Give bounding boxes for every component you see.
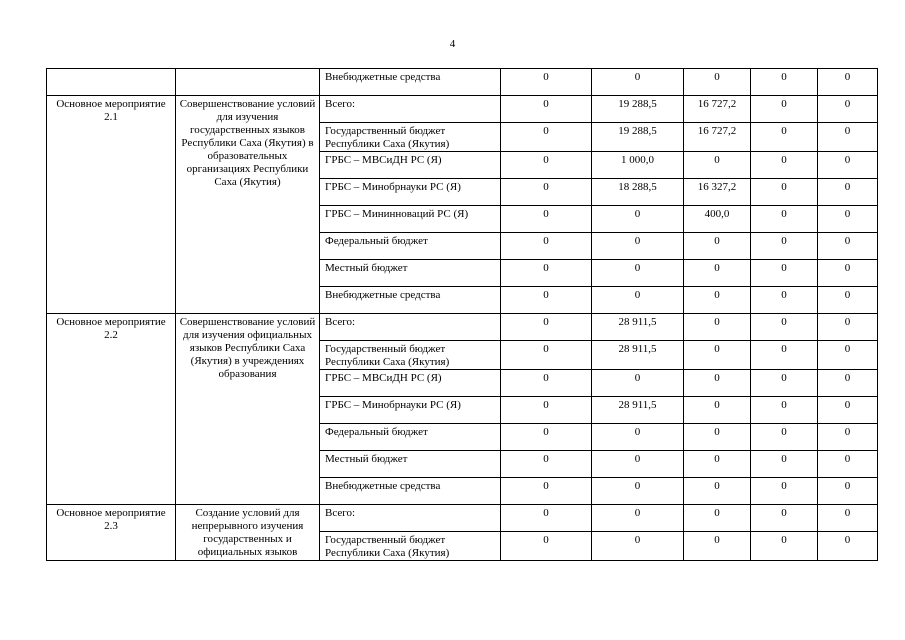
value-cell: 0	[751, 532, 818, 561]
value-cell: 0	[501, 424, 592, 451]
value-cell: 0	[501, 532, 592, 561]
value-cell: 0	[684, 397, 751, 424]
table-row	[47, 69, 878, 96]
value-cell: 16 727,2	[684, 96, 751, 123]
value-cell: 0	[751, 96, 818, 123]
funding-source-cell: Государственный бюджет Республики Саха (Якутия)	[320, 123, 501, 152]
value-cell: 0	[684, 341, 751, 370]
value-cell: 0	[818, 123, 878, 152]
value-cell: 0	[592, 287, 684, 314]
value-cell: 0	[818, 233, 878, 260]
funding-source-cell: Внебюджетные средства	[320, 287, 501, 314]
value-cell: 0	[818, 341, 878, 370]
value-cell: 0	[751, 370, 818, 397]
value-cell: 0	[684, 424, 751, 451]
value-cell: 28 911,5	[592, 397, 684, 424]
value-cell: 0	[501, 206, 592, 233]
value-cell: 0	[818, 96, 878, 123]
value-cell: 0	[818, 314, 878, 341]
table-row	[47, 314, 878, 341]
value-cell: 0	[751, 123, 818, 152]
value-cell: 0	[501, 96, 592, 123]
value-cell: 0	[501, 123, 592, 152]
value-cell: 0	[751, 505, 818, 532]
value-cell: 400,0	[684, 206, 751, 233]
value-cell: 0	[501, 260, 592, 287]
value-cell: 0	[818, 260, 878, 287]
value-cell: 0	[592, 370, 684, 397]
funding-source-cell: Всего:	[320, 505, 501, 532]
table-row	[47, 505, 878, 532]
value-cell: 0	[501, 397, 592, 424]
value-cell: 0	[501, 69, 592, 96]
value-cell: 16 727,2	[684, 123, 751, 152]
value-cell: 0	[501, 152, 592, 179]
value-cell: 0	[684, 287, 751, 314]
value-cell: 0	[751, 179, 818, 206]
event-desc-cell: Совершенствование условий для изучения государственных языков Республики Саха (Якутия) в образовательных организациях Республики Саха (Якутия)	[176, 96, 320, 314]
funding-source-cell: Федеральный бюджет	[320, 233, 501, 260]
value-cell: 19 288,5	[592, 96, 684, 123]
value-cell: 0	[751, 260, 818, 287]
funding-source-cell: Государственный бюджет Республики Саха (Якутия)	[320, 532, 501, 561]
value-cell: 0	[751, 69, 818, 96]
value-cell: 16 327,2	[684, 179, 751, 206]
value-cell: 0	[684, 314, 751, 341]
value-cell: 28 911,5	[592, 341, 684, 370]
value-cell: 0	[818, 370, 878, 397]
value-cell: 0	[501, 233, 592, 260]
value-cell: 0	[751, 424, 818, 451]
value-cell: 0	[818, 505, 878, 532]
value-cell: 0	[818, 179, 878, 206]
value-cell: 19 288,5	[592, 123, 684, 152]
value-cell: 0	[751, 233, 818, 260]
value-cell: 0	[818, 478, 878, 505]
funding-source-cell: Внебюджетные средства	[320, 478, 501, 505]
event-name-cell: Основное мероприятие 2.1	[47, 96, 176, 314]
funding-source-cell: Внебюджетные средства	[320, 69, 501, 96]
event-desc-cell: Создание условий для непрерывного изучения государственных и официальных языков	[176, 505, 320, 561]
event-name-cell: Основное мероприятие 2.2	[47, 314, 176, 505]
value-cell: 0	[592, 478, 684, 505]
value-cell: 0	[684, 370, 751, 397]
value-cell: 0	[751, 287, 818, 314]
value-cell: 0	[592, 233, 684, 260]
value-cell: 0	[684, 451, 751, 478]
funding-source-cell: ГРБС – Минобрнауки РС (Я)	[320, 397, 501, 424]
page-number: 4	[449, 38, 456, 50]
value-cell: 0	[684, 69, 751, 96]
value-cell: 28 911,5	[592, 314, 684, 341]
value-cell: 0	[684, 233, 751, 260]
funding-table	[46, 68, 878, 561]
value-cell: 0	[818, 397, 878, 424]
event-desc-cell: Совершенствование условий для изучения официальных языков Республики Саха (Якутия) в учреждениях образования	[176, 314, 320, 505]
value-cell: 0	[751, 451, 818, 478]
value-cell: 0	[818, 424, 878, 451]
value-cell: 0	[592, 451, 684, 478]
value-cell: 0	[751, 314, 818, 341]
funding-source-cell: Всего:	[320, 314, 501, 341]
value-cell: 0	[684, 478, 751, 505]
value-cell: 0	[684, 532, 751, 561]
value-cell: 0	[501, 314, 592, 341]
value-cell: 0	[818, 152, 878, 179]
funding-source-cell: ГРБС – МВСиДН РС (Я)	[320, 152, 501, 179]
event-desc-cell	[176, 69, 320, 96]
value-cell: 0	[501, 179, 592, 206]
value-cell: 0	[592, 206, 684, 233]
value-cell: 0	[818, 206, 878, 233]
value-cell: 1 000,0	[592, 152, 684, 179]
value-cell: 0	[684, 505, 751, 532]
value-cell: 0	[684, 260, 751, 287]
value-cell: 0	[751, 341, 818, 370]
value-cell: 0	[501, 478, 592, 505]
funding-source-cell: Всего:	[320, 96, 501, 123]
value-cell: 0	[592, 505, 684, 532]
funding-source-cell: Местный бюджет	[320, 451, 501, 478]
value-cell: 0	[684, 152, 751, 179]
value-cell: 0	[818, 451, 878, 478]
value-cell: 0	[818, 532, 878, 561]
value-cell: 0	[592, 424, 684, 451]
value-cell: 0	[501, 505, 592, 532]
funding-source-cell: Федеральный бюджет	[320, 424, 501, 451]
value-cell: 0	[592, 260, 684, 287]
funding-source-cell: Местный бюджет	[320, 260, 501, 287]
value-cell: 0	[501, 370, 592, 397]
value-cell: 18 288,5	[592, 179, 684, 206]
value-cell: 0	[751, 397, 818, 424]
value-cell: 0	[501, 341, 592, 370]
value-cell: 0	[751, 206, 818, 233]
funding-source-cell: Государственный бюджет Республики Саха (Якутия)	[320, 341, 501, 370]
funding-source-cell: ГРБС – Минобрнауки РС (Я)	[320, 179, 501, 206]
funding-source-cell: ГРБС – МВСиДН РС (Я)	[320, 370, 501, 397]
event-name-cell	[47, 69, 176, 96]
value-cell: 0	[818, 287, 878, 314]
value-cell: 0	[818, 69, 878, 96]
value-cell: 0	[751, 152, 818, 179]
value-cell: 0	[501, 287, 592, 314]
table-row	[47, 96, 878, 123]
funding-source-cell: ГРБС – Мининноваций РС (Я)	[320, 206, 501, 233]
value-cell: 0	[592, 69, 684, 96]
value-cell: 0	[592, 532, 684, 561]
value-cell: 0	[501, 451, 592, 478]
value-cell: 0	[751, 478, 818, 505]
event-name-cell: Основное мероприятие 2.3	[47, 505, 176, 561]
